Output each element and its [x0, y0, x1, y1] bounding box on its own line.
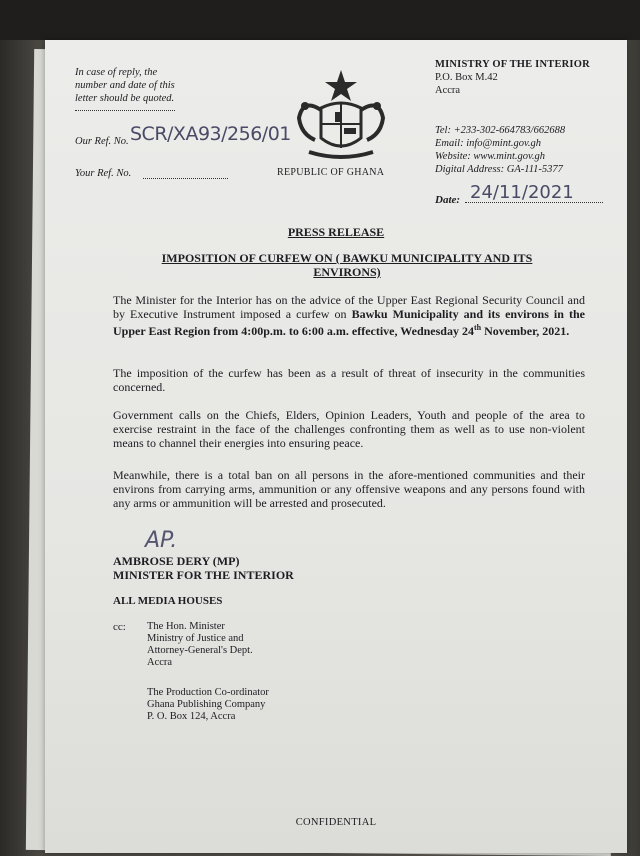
document-subtitle: IMPOSITION OF CURFEW ON ( BAWKU MUNICIPALITY AND ITS ENVIRONS) — [161, 251, 533, 279]
ministry-address: MINISTRY OF THE INTERIOR P.O. Box M.42 Accra — [435, 59, 590, 96]
dark-background — [0, 0, 640, 40]
signer-block: AMBROSE DERY (MP) MINISTER FOR THE INTERIOR — [113, 554, 294, 582]
signature: AP. — [145, 528, 178, 553]
paragraph-2: The imposition of the curfew has been as a result of threat of insecurity in the communities concerned. — [113, 366, 585, 395]
date-label: Date: — [435, 194, 461, 206]
our-ref-label: Our Ref. No. — [75, 136, 129, 147]
cc-recipient-2: The Production Co-ordinator Ghana Publishing Company P. O. Box 124, Accra — [147, 687, 269, 722]
confidential-footer: CONFIDENTIAL — [295, 817, 377, 828]
cc-recipient-1: The Hon. Minister Ministry of Justice and Attorney-General's Dept. Accra — [147, 621, 253, 668]
coat-of-arms-icon — [291, 68, 391, 164]
date-line — [465, 202, 603, 203]
reply-note: In case of reply, the number and date of this letter should be quoted. — [75, 67, 175, 104]
document-title: PRESS RELEASE — [287, 225, 385, 239]
your-ref-label: Your Ref. No. — [75, 168, 132, 179]
date-handwritten: 24/11/2021 — [470, 182, 574, 203]
paragraph-1: The Minister for the Interior has on the advice of the Upper East Regional Security Council and by Executive Instrument imposed a curfew on Bawku Municipality and its environs in the Upper East Region from 4:00p.m. to 6:00 a.m. effective, Wednesday 24th November, 2021. — [113, 293, 585, 339]
cc-label: cc: — [113, 621, 126, 633]
contact-info: Tel: +233-302-664783/662688 Email: info@mint.gov.gh Website: www.mint.gov.gh Digital Address: GA-111-5377 — [435, 125, 566, 175]
media-recipient: ALL MEDIA HOUSES — [113, 595, 223, 607]
our-ref-handwritten: SCR/XA93/256/01 — [130, 123, 291, 145]
paragraph-4: Meanwhile, there is a total ban on all persons in the afore-mentioned communities and their environs from carrying arms, ammunition or any offensive weapons and any persons found with any arms or ammunition will be arrested and prosecuted. — [113, 468, 585, 511]
press-release-document — [45, 40, 627, 853]
divider — [75, 110, 175, 111]
paragraph-3: Government calls on the Chiefs, Elders, Opinion Leaders, Youth and people of the area to exercise restraint in the face of the challenges confronting them as well as to use non-violent means to channel their energies into ensuring peace. — [113, 408, 585, 451]
republic-of-ghana: REPUBLIC OF GHANA — [277, 167, 385, 178]
your-ref-blank — [143, 178, 228, 179]
